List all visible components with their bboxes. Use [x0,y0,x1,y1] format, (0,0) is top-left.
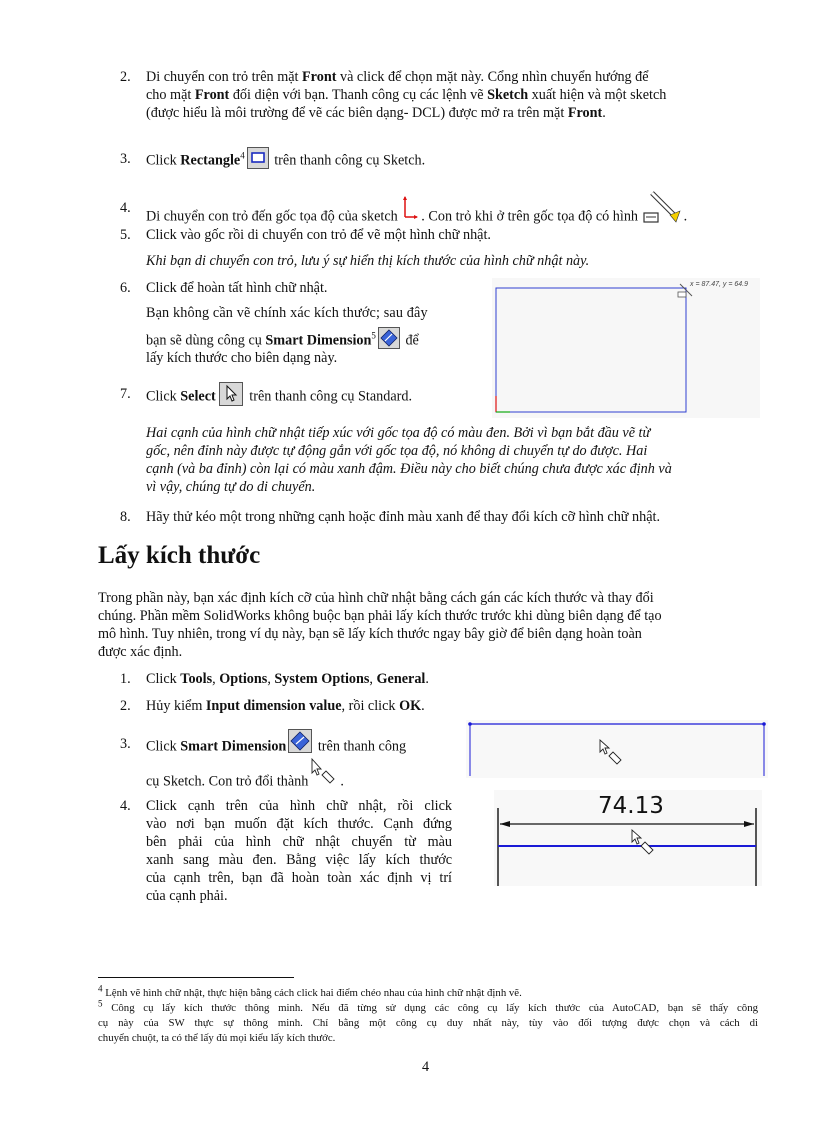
step-number: 2. [120,69,131,85]
text: trên thanh công cụ Sketch. [270,152,426,169]
step-number: 7. [120,386,131,402]
ok-term: OK [399,698,422,714]
sketch-rectangle-figure [492,278,760,418]
pencil-rectangle-cursor-icon [642,189,684,225]
step-6-line: Click để hoàn tất hình chữ nhật. [146,280,328,296]
step-7-line [146,385,412,409]
smart-dimension-icon-svg [289,730,311,752]
intro-line: mô hình. Tuy nhiên, trong ví dụ này, bạn sẽ lấy kích thước ngay bây giờ để biên dạng hoàn toàn [98,626,642,642]
text: . [421,698,425,714]
bottom-step-4-line: bên phải của hình chữ nhật chuyển từ màu [146,834,452,850]
bottom-step-4-line: xanh sang màu đen. Bằng việc lấy kích thước [146,852,452,868]
step-number: 4. [120,798,131,814]
front-term: Front [302,69,337,85]
step-number: 6. [120,280,131,296]
smart-dimension-tool-icon[interactable] [288,729,312,753]
text: đối diện với bạn. Thanh công cụ các lệnh vẽ [229,87,488,103]
footnote-4 [98,983,522,1000]
intro-line: chúng. Phần mềm SolidWorks không buộc bạn phải lấy kích thước trước khi dùng biên dạng để tạo [98,608,662,624]
step-3-line [146,150,425,172]
footnote-ref: 5 [371,330,376,341]
italic-line: Hai cạnh của hình chữ nhật tiếp xúc với gốc tọa độ có màu đen. Bởi vì bạn bắt đầu vẽ từ [146,425,651,441]
footnote-number: 4 [98,983,103,994]
text: Click [146,152,181,169]
step-2-line-2 [146,86,666,104]
separator: , [212,671,220,687]
step-5-line: Click vào gốc rồi di chuyển con trỏ để vẽ một hình chữ nhật. [146,227,491,243]
step-number: 3. [120,151,131,167]
footnote-5-line-1 [98,998,758,1015]
step-number: 3. [120,736,131,752]
page-number: 4 [422,1059,430,1075]
text: . Con trỏ khi ở trên gốc tọa độ có hình [421,208,642,225]
step-2-line-3 [146,104,606,122]
dimension-cursor-figure [466,720,768,778]
system-options-term: System Options [274,671,370,687]
footnote-number: 5 [98,998,103,1009]
tools-menu-term: Tools [180,671,213,687]
step-2-line-1 [146,68,756,86]
bottom-step-4-line: vào nơi bạn muốn đặt kích thước. Cạnh đứng [146,816,452,832]
bottom-step-2-line [146,697,425,715]
dimension-value-label: 74.13 [598,793,664,819]
cursor-rect-glyph [678,292,686,297]
bottom-step-1-line [146,670,429,688]
text: Click [146,671,181,687]
text: trên thanh công [314,738,407,755]
text: trên thanh công cụ Standard. [245,388,413,405]
text: . [602,105,606,121]
intro-line: Trong phần này, bạn xác định kích cỡ của hình chữ nhật bằng cách gán các kích thước và thay đổi [98,590,654,606]
dimension-cursor-figure-svg [466,720,768,778]
step-6-detail-3: lấy kích thước cho biên dạng này. [146,350,338,366]
bottom-step-3-line-2 [146,767,344,797]
bottom-step-4-line: của cạnh phải. [146,888,228,904]
text: để [401,332,419,349]
text: cụ Sketch. Con trỏ đổi thành [146,773,309,790]
smart-dimension-term: Smart Dimension [265,332,372,349]
rectangle-term: Rectangle [180,152,241,169]
text: Di chuyển con trỏ đến gốc tọa độ của sketch [146,208,402,225]
separator: , [267,671,275,687]
text: cho mặt [146,87,195,103]
select-arrow-icon-svg [220,383,242,405]
rectangle-tool-icon-svg [248,148,268,168]
italic-line: vì vậy, chúng tự do di chuyển. [146,479,316,495]
footnote-separator [98,977,294,978]
step-number: 2. [120,698,131,714]
bottom-step-4-line: của cạnh trên, bạn đã hoàn toàn xác định vị trí [146,870,452,886]
bottom-step-4-line: Click cạnh trên của hình chữ nhật, rồi click [146,798,452,814]
step-number: 1. [120,671,131,687]
section-heading: Lấy kích thước [98,542,261,569]
bottom-step-3-line-1 [146,735,406,759]
step-5-note: Khi bạn di chuyển con trỏ, lưu ý sự hiển thị kích thước của hình chữ nhật này. [146,253,590,269]
italic-line: gốc, nên đỉnh này được tự động gắn với gốc tọa độ, nó không di chuyển tự do được. Hai [146,443,648,459]
step-number: 8. [120,509,131,525]
text: xuất hiện và một sketch [528,87,667,103]
text: và click để chọn mặt này. Cổng nhìn chuyển hướng để [336,69,649,85]
options-term: Options [219,671,268,687]
text: . [340,773,344,790]
sketch-origin-icon [401,195,421,223]
front-term: Front [567,105,603,121]
cursor-coordinate-readout: x = 87.47, y = 64.9 [690,281,748,288]
text: (được hiểu là môi trường để vẽ các biên dạng- DCL) được mở ra trên mặt [146,105,568,121]
text: Hủy kiểm [146,698,206,714]
general-term: General [376,671,426,687]
text: . [425,671,429,687]
intro-line: được xác định. [98,644,183,660]
dimension-value-figure [494,790,762,886]
smart-dimension-term: Smart Dimension [180,738,287,755]
sketch-term: Sketch [487,87,529,103]
text: . [683,208,688,225]
step-6-detail-1: Bạn không cần vẽ chính xác kích thước; sau đây [146,305,428,321]
smart-dimension-tool-icon[interactable] [378,327,400,349]
text: Di chuyển con trỏ trên mặt [146,69,303,85]
select-tool-icon[interactable] [219,382,243,406]
select-term: Select [180,388,216,405]
text: Click [146,738,181,755]
text: , rồi click [341,698,400,714]
footnote-ref: 4 [240,150,245,161]
step-number: 4. [120,200,131,216]
step-8-line: Hãy thử kéo một trong những cạnh hoặc đỉnh màu xanh để thay đổi kích cỡ hình chữ nhật. [146,509,661,525]
dimension-cursor-svg [308,757,340,787]
sketch-rectangle-svg [492,278,760,418]
italic-line: cạnh (và ba đỉnh) còn lại có màu xanh đậm. Điều này cho biết chúng chưa được xác định và [146,461,672,477]
dimension-cursor-icon [308,757,340,787]
step-number: 5. [120,227,131,243]
footnote-text: Công cụ lấy kích thước thông minh. Nếu đã từng sử dụng các công cụ lấy kích thước của AutoCAD, bạn sẽ thấy công [102,1002,758,1014]
text: bạn sẽ dùng công cụ [146,332,266,349]
footnote-text: Lệnh vẽ hình chữ nhật, thực hiện bằng cách click hai điểm chéo nhau của hình chữ nhật định vẽ. [102,987,522,999]
input-dimension-value-term: Input dimension value [205,698,342,714]
footnote-5-line-2: cụ này của SW thực sự thông minh. Chỉ bằng một công cụ duy nhất này, tùy vào đối tượng được chọn và cách di [98,1017,758,1029]
separator: , [369,671,377,687]
rectangle-tool-icon[interactable] [247,147,269,169]
smart-dimension-icon-svg [379,328,399,348]
footnote-5-line-3: chuyển chuột, ta có thể lấy đủ mọi kiểu lấy kích thước. [98,1032,336,1044]
text: Click [146,388,181,405]
front-term: Front [194,87,230,103]
sketch-origin-icon-svg [401,195,421,223]
pencil-rectangle-cursor-svg [642,189,684,225]
